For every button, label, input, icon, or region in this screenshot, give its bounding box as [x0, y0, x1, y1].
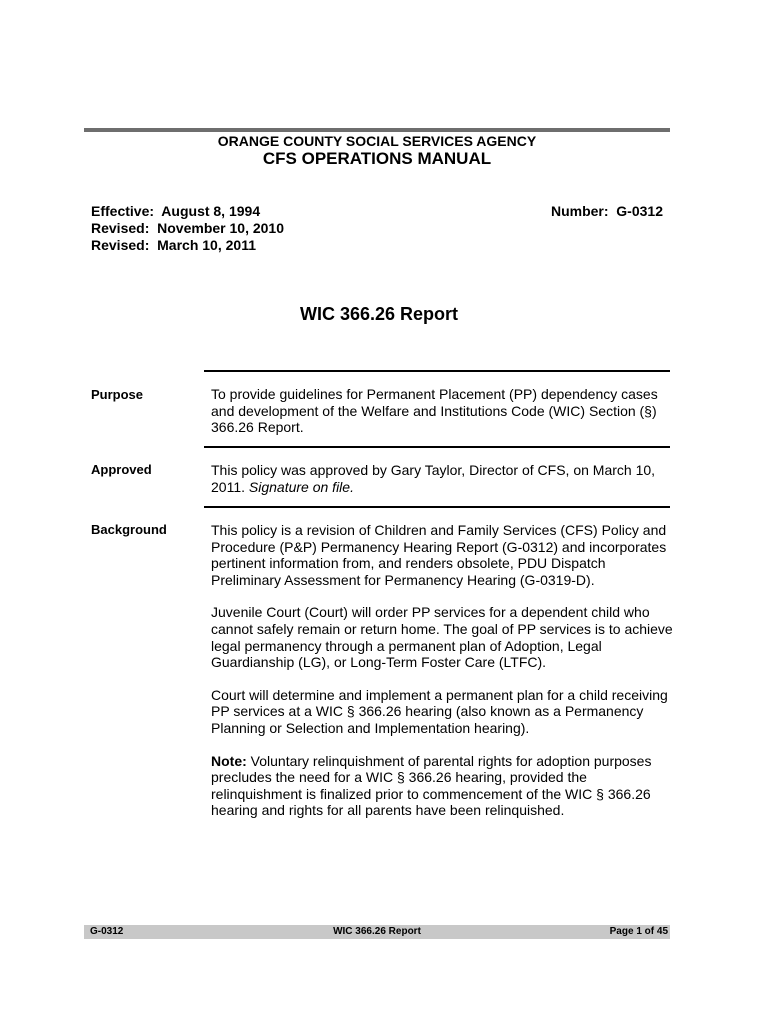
effective-label: Effective:	[91, 203, 155, 219]
approved-paragraph	[211, 462, 673, 495]
background-text	[211, 522, 673, 819]
section-rule-approved	[204, 446, 670, 448]
background-label: Background	[91, 522, 167, 537]
section-rule-background	[204, 506, 670, 508]
agency-name: ORANGE COUNTY SOCIAL SERVICES AGENCY	[217, 133, 537, 149]
purpose-label: Purpose	[91, 387, 144, 402]
approved-text	[211, 462, 673, 495]
approved-sentence: This policy was approved by Gary Taylor, Director of CFS, on March 10, 2011.	[211, 462, 656, 495]
purpose-paragraph: To provide guidelines for Permanent Placement (PP) dependency cases and development of the Welfare and Institutions Code (WIC) Section (§) 366.26 Report.	[211, 386, 658, 436]
number-label: Number:	[550, 203, 609, 219]
section-rule-purpose	[204, 370, 670, 372]
purpose-text	[211, 386, 673, 436]
revised-line-1	[91, 220, 284, 237]
background-paragraph-1: This policy is a revision of Children and Family Services (CFS) Policy and Procedure (P&P) Permanency Hearing Report (G-0312) and incorporates pertinent information from, and renders obsolete, PDU Dispatch Preliminary Assessment for Permanency Hearing (G-0319-D).	[211, 522, 667, 588]
background-paragraph-3: Court will determine and implement a permanent plan for a child receiving PP services at a WIC § 366.26 hearing (also known as a Permanency Planning or Selection and Implementation hearing).	[211, 686, 668, 736]
policy-number	[551, 203, 663, 220]
header-rule	[84, 128, 670, 132]
footer-page-number: Page 1 of 45	[609, 926, 668, 937]
revised-line-2	[91, 237, 284, 254]
revised-label-1: Revised:	[91, 220, 150, 236]
footer-doc-number: G-0312	[90, 926, 124, 937]
note-text: Voluntary relinquishment of parental rights for adoption purposes precludes the need for a WIC § 366.26 hearing, provided the relinquishment is finalized prior to commencement of the WIC § 366.26 hearing and rights for all parents have been relinquished.	[211, 752, 652, 819]
effective-date: August 8, 1994	[161, 203, 261, 219]
signature-note: Signature on file.	[248, 478, 354, 495]
date-block	[91, 203, 284, 254]
revised-date-2: March 10, 2011	[157, 237, 256, 253]
background-note	[211, 753, 673, 819]
approved-label: Approved	[91, 462, 152, 477]
document-title: WIC 366.26 Report	[299, 304, 459, 324]
manual-title: CFS OPERATIONS MANUAL	[262, 149, 492, 168]
revised-label-2: Revised:	[91, 237, 150, 253]
number-value: G-0312	[616, 203, 663, 219]
background-paragraph-2: Juvenile Court (Court) will order PP services for a dependent child who cannot safely remain or return home. The goal of PP services is to achieve legal permanency through a permanent plan of Adoption, Legal Guardianship (LG), or Long-Term Foster Care (LTFC).	[211, 604, 673, 671]
note-label: Note:	[211, 752, 247, 769]
revised-date-1: November 10, 2010	[157, 220, 284, 236]
footer-doc-title: WIC 366.26 Report	[333, 926, 421, 937]
effective-line	[91, 203, 284, 220]
